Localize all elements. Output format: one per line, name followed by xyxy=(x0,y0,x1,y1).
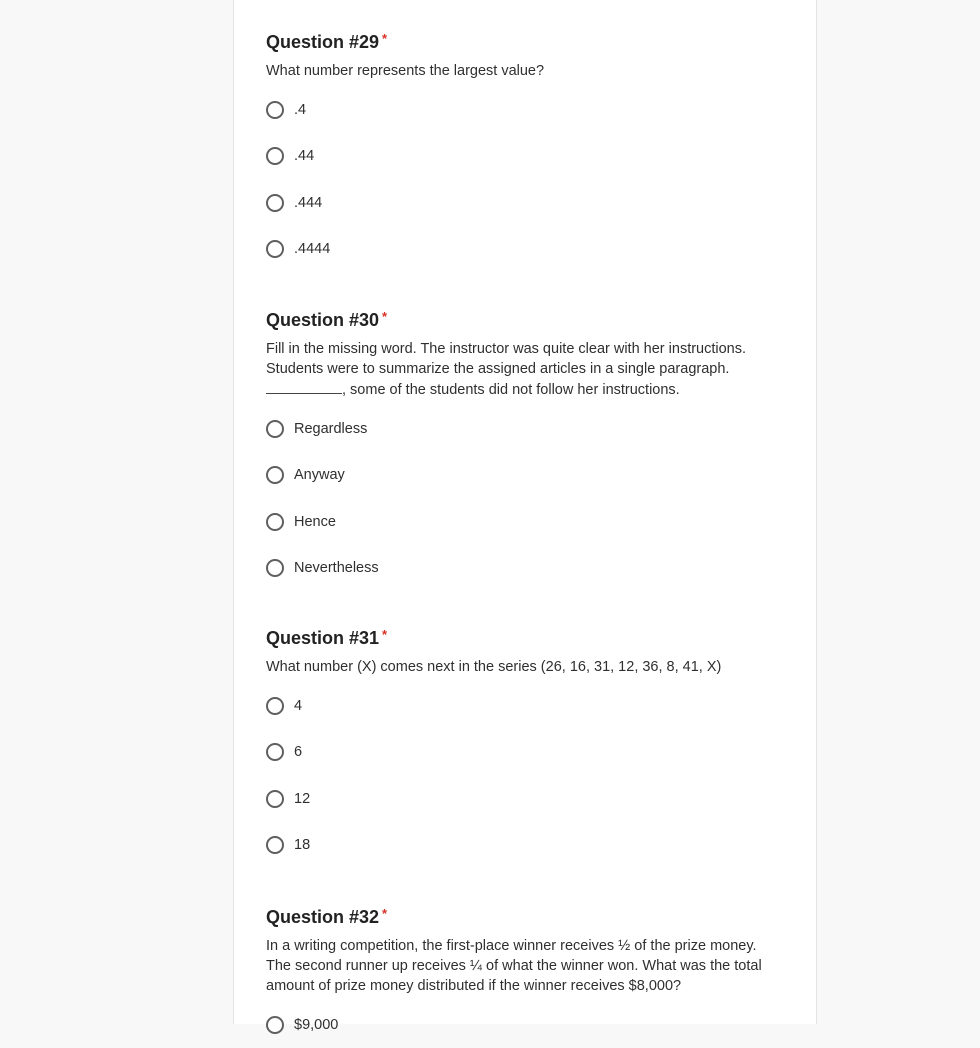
question-text: What number (X) comes next in the series (26, 16, 31, 12, 36, 8, 41, X) xyxy=(266,659,722,675)
option-label: 12 xyxy=(294,790,311,807)
radio-button[interactable] xyxy=(266,1016,284,1034)
option-label: 6 xyxy=(294,744,303,761)
required-asterisk: * xyxy=(382,906,388,921)
option-label: .44 xyxy=(294,148,315,165)
radio-button[interactable] xyxy=(266,513,284,531)
option-label: Hence xyxy=(294,513,336,530)
question-30 xyxy=(266,308,776,591)
question-29 xyxy=(266,30,776,272)
radio-button[interactable] xyxy=(266,466,284,484)
option-.444[interactable] xyxy=(266,180,776,226)
required-asterisk: * xyxy=(382,627,388,642)
question-32 xyxy=(266,905,776,1048)
form-card xyxy=(233,0,817,1034)
options-list xyxy=(266,1002,776,1048)
blank-line xyxy=(266,379,342,394)
option-.44[interactable] xyxy=(266,133,776,179)
question-31 xyxy=(266,626,776,868)
radio-button[interactable] xyxy=(266,101,284,119)
option-label: $9,000 xyxy=(294,1017,339,1034)
question-text: In a writing competition, the first-place winner receives ½ of the prize money. The second runner up receives ¼ of what the winner won. What was the total amount of prize money distributed if the winner receives $8,000? xyxy=(266,938,762,994)
radio-button[interactable] xyxy=(266,420,284,438)
question-text: Fill in the missing word. The instructor was quite clear with her instructions. Students were to summarize the assigned articles in a single paragraph. , some of the students did not follow her instructions. xyxy=(266,341,747,398)
radio-button[interactable] xyxy=(266,836,284,854)
radio-button[interactable] xyxy=(266,194,284,212)
option-.4[interactable] xyxy=(266,87,776,133)
option-hence[interactable] xyxy=(266,499,776,545)
option-nevertheless[interactable] xyxy=(266,545,776,591)
required-asterisk: * xyxy=(382,31,388,46)
option-label: .4 xyxy=(294,102,307,119)
option-regardless[interactable] xyxy=(266,406,776,452)
radio-button[interactable] xyxy=(266,697,284,715)
options-list xyxy=(266,87,776,272)
option-9000[interactable] xyxy=(266,1002,776,1048)
radio-button[interactable] xyxy=(266,790,284,808)
question-title: Question #29 * xyxy=(266,31,388,52)
option-18[interactable] xyxy=(266,822,776,868)
option-label: .4444 xyxy=(294,241,331,258)
option-label: 18 xyxy=(294,837,311,854)
option-label: Regardless xyxy=(294,421,368,438)
required-asterisk: * xyxy=(382,309,388,324)
radio-button[interactable] xyxy=(266,743,284,761)
option-label: 4 xyxy=(294,698,303,715)
option-label: .444 xyxy=(294,194,323,211)
option-6[interactable] xyxy=(266,729,776,775)
option-4[interactable] xyxy=(266,683,776,729)
options-list xyxy=(266,406,776,591)
question-title: Question #30 * xyxy=(266,309,388,330)
option-label: Nevertheless xyxy=(294,560,379,577)
options-list xyxy=(266,683,776,868)
question-text: What number represents the largest value? xyxy=(266,63,545,79)
option-12[interactable] xyxy=(266,776,776,822)
question-title: Question #31 * xyxy=(266,627,388,648)
question-title: Question #32 * xyxy=(266,906,388,927)
radio-button[interactable] xyxy=(266,240,284,258)
option-label: Anyway xyxy=(294,467,345,484)
radio-button[interactable] xyxy=(266,559,284,577)
radio-button[interactable] xyxy=(266,147,284,165)
option-anyway[interactable] xyxy=(266,452,776,498)
option-.4444[interactable] xyxy=(266,226,776,272)
